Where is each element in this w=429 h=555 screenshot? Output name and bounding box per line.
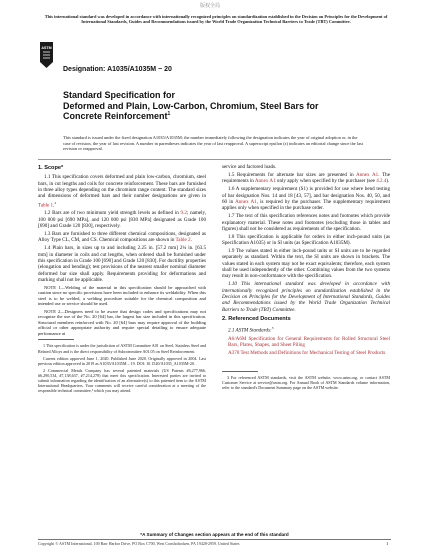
table-2-link[interactable]: Table 2 xyxy=(175,237,191,244)
annex-a1-link[interactable]: Annex A1 xyxy=(235,198,257,205)
title-line-3-text: Concrete Reinforcement xyxy=(63,111,168,121)
text: 2.1 ASTM Standards: xyxy=(228,328,272,335)
footnote-divider xyxy=(38,339,74,340)
text: 1.5 Requirements for alternate bar sizes are presented in xyxy=(228,171,357,178)
paragraph-1-3 xyxy=(38,231,206,244)
reference-a6[interactable] xyxy=(228,336,390,349)
title-line-3 xyxy=(63,111,363,122)
text: ). xyxy=(386,178,390,185)
paragraph-2-1 xyxy=(222,325,390,334)
text: 1.1 This specification covers deformed and plain low-carbon, chromium, steel bars, in cut lengths and coils for concrete reinforcement. These bars are furnished in three alloy types depending on the chromium range content. The standard sizes and dimensions of deformed bars and their number designations are given in xyxy=(38,174,206,200)
watermark-stamp: 版权全局 xyxy=(200,4,221,9)
text: . xyxy=(190,237,192,244)
paragraph-1-7: 1.7 The text of this specification references notes and footnotes which provide explanatory material. These notes and footnotes (excluding those in tables and figures) shall not be considered as requirements of the specification. xyxy=(222,213,390,232)
paragraph-1-5 xyxy=(222,172,390,185)
text: 1.2 Bars are of two minimum yield strength levels as defined in xyxy=(44,210,181,217)
text: 1.3 Bars are furnished to three different chemical compositions, designated as Alloy Type CL, CM, and CS. Chemical compositions are shown in xyxy=(38,230,206,244)
text: ; namely, 100 000 psi [690 MPa], and 120 000 psi [830 MPa] designated as Grade 100 [690] and Grade 120 [830], respectively. xyxy=(38,210,207,230)
reference-code[interactable]: A370 xyxy=(228,350,240,357)
text: . The requirements in xyxy=(222,171,390,185)
reference-title[interactable]: Specification for General Requirements for Rolled Structural Steel Bars, Plates, Shapes, and Sheet Piling xyxy=(228,336,390,349)
paragraph-1-8: 1.8 This specification is applicable for orders in either inch-pound units (as Specification A1035) or in SI units (as Specification A1035M). xyxy=(222,233,390,247)
page-number: 1 xyxy=(386,541,389,546)
title-footnote-ref[interactable]: 1 xyxy=(167,111,171,117)
annex-a1-link[interactable]: Annex A1 xyxy=(356,171,379,178)
left-column xyxy=(38,164,206,395)
note-1: NOTE 1—Welding of the material in this specification should be approached with caution since no specific provisions have been included to enhance its weldability. When this steel is to be welded, a welding procedure suitable for the chemical composition and intended use or service should be used. xyxy=(38,284,206,307)
standard-note: This standard is issued under the fixed designation A1035/A1035M; the number immediately following the designation indicates the year of original adoption or, in the case of revision, the year of last revision. A number in parentheses indicates the year of last reapproval. A superscript epsilon (ε) indicates an editorial change since the last revision or reapproval. xyxy=(63,135,363,151)
reference-code[interactable]: A6/A6M xyxy=(228,336,247,343)
text: . xyxy=(53,202,55,209)
footnote-ref[interactable]: 3 xyxy=(271,326,274,331)
text: only apply when specified by the purchaser (see xyxy=(275,178,377,185)
right-column xyxy=(222,164,390,392)
section-heading-scope: 1. Scope* xyxy=(38,165,64,171)
reference-a370[interactable] xyxy=(228,350,390,356)
note-2: NOTE 2—Designers need to be aware that design codes and specifications may not recognize the use of the No. 20 [64] bar, the largest bar size included in this specification. Structural members reinforced with No. 20 [64] bars may require approval of the building official or other appropriate authority and require special detailing to ensure adequate performance at xyxy=(38,308,206,336)
paragraph-1-2 xyxy=(38,210,206,229)
title-line-1: Standard Specification for xyxy=(63,90,176,100)
footnote-1-edition: Current edition approved June 1, 2020. Published June 2020. Originally approved in 2004. Last previous edition approved in 2019 as A1035/A1035M – 19. DOI: 10.1520/A1035_A1035M-20. xyxy=(38,355,206,366)
footnote-1: 1 This specification is under the jurisdiction of ASTM Committee A01 on Steel, Stainless Steel and Related Alloys and is the direct responsibility of Subcommittee A01.05 on Steel Reinforcement. xyxy=(38,343,206,354)
table-1-link[interactable]: Table 1 xyxy=(38,202,54,209)
paragraph-1-1 xyxy=(38,174,206,208)
paragraph-1-6 xyxy=(222,186,390,211)
astm-logo-icon xyxy=(38,40,55,70)
annex-a1-link[interactable]: Annex A1 xyxy=(254,178,276,185)
reference-title[interactable]: Test Methods and Definitions for Mechanical Testing of Steel Products xyxy=(239,350,386,357)
section-heading-referenced-documents: 2. Referenced Documents xyxy=(222,316,291,323)
section-9-2-link[interactable]: 9.2 xyxy=(180,210,187,217)
text: 1.6 A supplementary requirement (S1) is provided for use where bend testing of bar designation Nos. 14 and 18 [43, 57], and bar designation Nos. 40, 50, and 60 in xyxy=(222,186,390,205)
svg-text:ASTM: ASTM xyxy=(41,46,52,50)
page-title xyxy=(63,90,363,122)
designation: Designation: A1035/A1035M − 20 xyxy=(63,66,172,73)
text: , is required by the purchaser. The supplementary requirement applies only when specified in the purchase order. xyxy=(222,198,391,212)
paragraph-continued: service and factored loads. xyxy=(222,164,277,170)
paragraph-1-10: 1.10 This international standard was developed in accordance with internationally recognized principles on standardization established in the Decision on Principles for the Development of International Standards, Guides and Recommendations issued by the World Trade Organization Technical Barriers to Trade (TBT) Committee. xyxy=(222,281,390,313)
footnote-2: 2 Commercial Metals Company has several patented materials (US Patents #6,277,966, #6,290,534, #7,138,637, #7,214,278) that meet this specification. Interested parties are invited to submit information regarding the identification of an alternative(s) to this patented item to the ASTM International Headquarters. Your comments will receive careful consideration at a meeting of the responsible technical committee,¹ which you may attend. xyxy=(38,367,206,394)
summary-of-changes-note: *A Summary of Changes section appears at the end of this standard xyxy=(140,532,289,537)
footnote-divider xyxy=(222,371,258,372)
header-notice: This international standard was developed in accordance with internationally recognized principles on standardization established in the Decision on Principles for the Development of International Standards, Guides and Recommendations issued by the World Trade Organization Technical Barriers to Trade (TBT) Committee. xyxy=(44,14,388,25)
divider xyxy=(38,159,391,160)
footnote-ref[interactable]: 2 xyxy=(54,200,57,205)
copyright-line: Copyright © ASTM International, 100 Barr Harbor Drive, PO Box C700, West Conshohocken, PA 19428-2959. United States xyxy=(38,541,240,546)
paragraph-1-9: 1.9 The values stated in either inch-pound units or SI units are to be regarded separately as standard. Within the text, the SI units are shown in brackets. The values stated in each system may not be exact equivalents; therefore, each system shall be used independently of the other. Combining values from the two systems may result in non-conformance with the specification. xyxy=(222,248,390,280)
footnote-3: 3 For referenced ASTM standards, visit the ASTM website, www.astm.org, or contact ASTM Customer Service at service@astm.org. For Annual Book of ASTM Standards volume information, refer to the standard's Document Summary page on the ASTM website. xyxy=(222,374,390,390)
divider xyxy=(38,539,391,540)
section-4-2-4-link[interactable]: 4.2.4 xyxy=(376,178,387,185)
title-line-2: Deformed and Plain, Low-Carbon, Chromium, Steel Bars for xyxy=(63,100,319,111)
paragraph-1-4: 1.4 Plain bars, in sizes up to and including 2.25 in. [57.2 mm] 2¼ in. [63.5 mm] in diameter in coils and cut lengths, when ordered shall be furnished under this specification in Grade 100 [690] and Grade 120 [830]. For ductility properties (elongation and bending); test provisions of the nearest smaller nominal diameter deformed bar size shall apply. Requirements providing for deformations and marking shall not be applicable. xyxy=(38,245,206,283)
